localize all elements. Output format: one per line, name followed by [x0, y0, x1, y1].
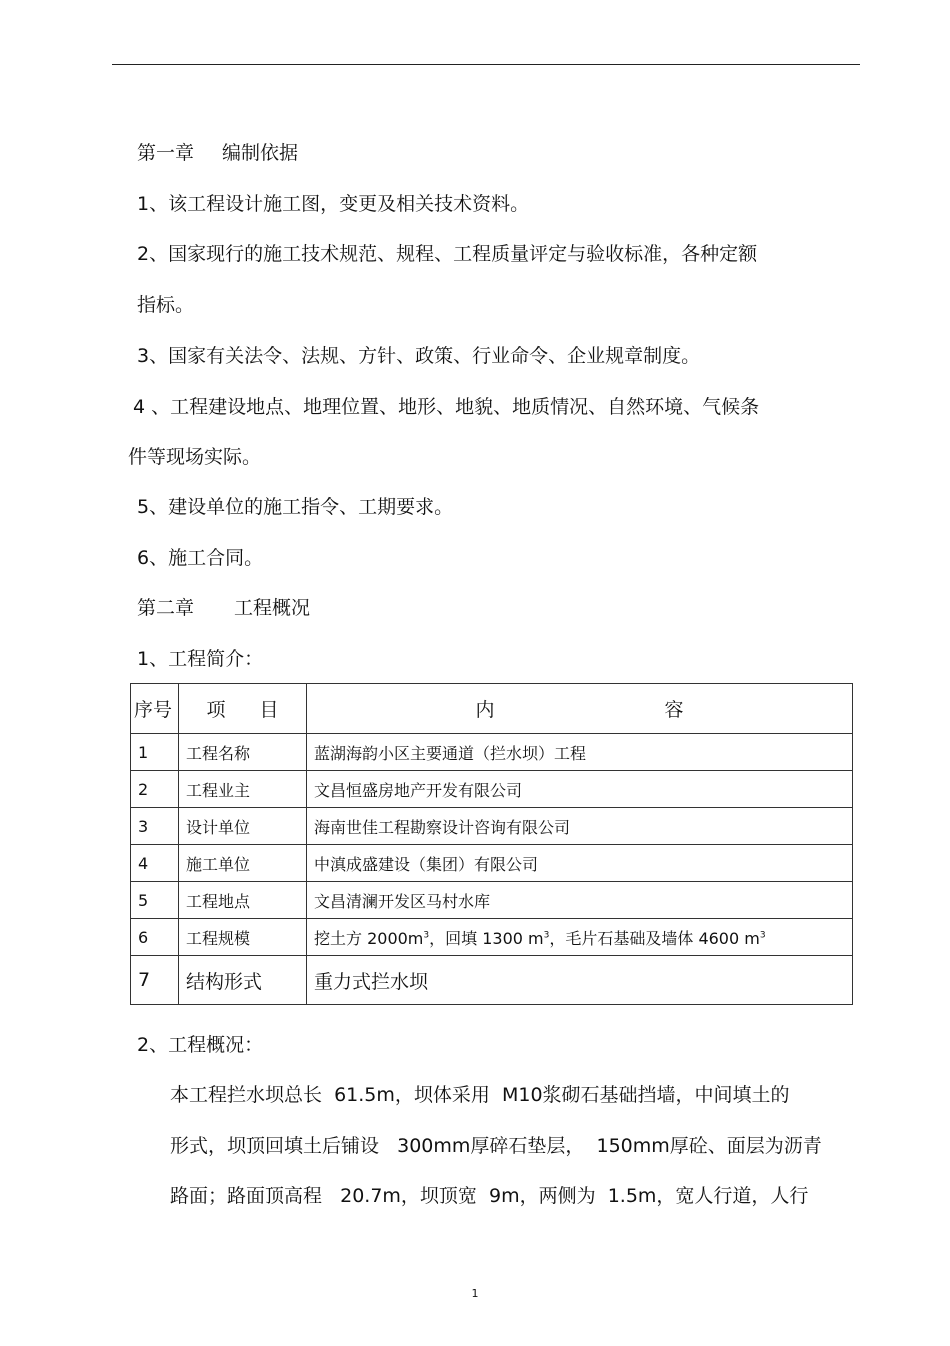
table-row	[131, 808, 853, 845]
basis-item-1: 1、该工程设计施工图，变更及相关技术资料。	[137, 193, 530, 215]
row-item: 结构形式	[179, 956, 307, 1005]
table-row	[131, 919, 853, 956]
row-content: 挖土方 $2000m^3$，回填 1300 $m^3$，毛片石基础及墙体 4600 $m^3$	[307, 919, 853, 956]
basis-item-6: 6、施工合同。	[137, 547, 264, 569]
chapter-2-heading: 第二章 工程概况	[137, 597, 311, 619]
row-no: 2	[131, 771, 179, 808]
row-content: 重力式拦水坝	[307, 956, 853, 1005]
header-rule	[112, 64, 860, 65]
overview-line-1: 本工程拦水坝总长 61.5m，坝体采用 M10浆砌石基础挡墙，中间填土的	[170, 1084, 790, 1106]
row-content: 文昌恒盛房地产开发有限公司	[307, 771, 853, 808]
table-row	[131, 734, 853, 771]
row-no: 1	[131, 734, 179, 771]
table-row	[131, 771, 853, 808]
page-number: 1	[471, 1287, 479, 1300]
row-content: 中滇成盛建设（集团）有限公司	[307, 845, 853, 882]
basis-item-2-cont: 指标。	[137, 294, 195, 316]
table-row	[131, 882, 853, 919]
table-row	[131, 845, 853, 882]
row-item: 工程名称	[179, 734, 307, 771]
row-item: 设计单位	[179, 808, 307, 845]
row-item: 施工单位	[179, 845, 307, 882]
basis-item-5: 5、建设单位的施工指令、工期要求。	[137, 496, 454, 518]
row-content: 海南世佳工程勘察设计咨询有限公司	[307, 808, 853, 845]
overview-line-2: 形式，坝顶回填土后铺设 300mm厚碎石垫层， 150mm厚砼、面层为沥青	[170, 1135, 822, 1157]
project-info-table	[130, 683, 853, 1005]
row-content: 蓝湖海韵小区主要通道（拦水坝）工程	[307, 734, 853, 771]
row-no: 3	[131, 808, 179, 845]
header-item: 项 目	[179, 684, 307, 734]
row-item: 工程规模	[179, 919, 307, 956]
row-no: 4	[131, 845, 179, 882]
table-header-row	[131, 684, 853, 734]
basis-item-4-cont: 件等现场实际。	[128, 446, 262, 468]
chapter-1-heading: 第一章 编制依据	[137, 142, 299, 164]
basis-item-2: 2、国家现行的施工技术规范、规程、工程质量评定与验收标准，各种定额	[137, 243, 758, 265]
project-intro-heading: 1、工程简介：	[137, 648, 264, 670]
project-overview-heading: 2、工程概况：	[137, 1034, 264, 1056]
basis-item-4: 4 、工程建设地点、地理位置、地形、地貌、地质情况、自然环境、气候条	[133, 396, 760, 418]
row-no: 5	[131, 882, 179, 919]
row-item: 工程地点	[179, 882, 307, 919]
table-row	[131, 956, 853, 1005]
basis-item-3: 3、国家有关法令、法规、方针、政策、行业命令、企业规章制度。	[137, 345, 701, 367]
row-no: 6	[131, 919, 179, 956]
header-content: 内 容	[307, 684, 853, 734]
overview-line-3: 路面；路面顶高程 20.7m，坝顶宽 9m，两侧为 1.5m，宽人行道，人行	[170, 1185, 809, 1207]
row-content: 文昌清澜开发区马村水库	[307, 882, 853, 919]
header-no: 序号	[131, 684, 179, 734]
row-no: 7	[131, 956, 179, 1005]
row-item: 工程业主	[179, 771, 307, 808]
